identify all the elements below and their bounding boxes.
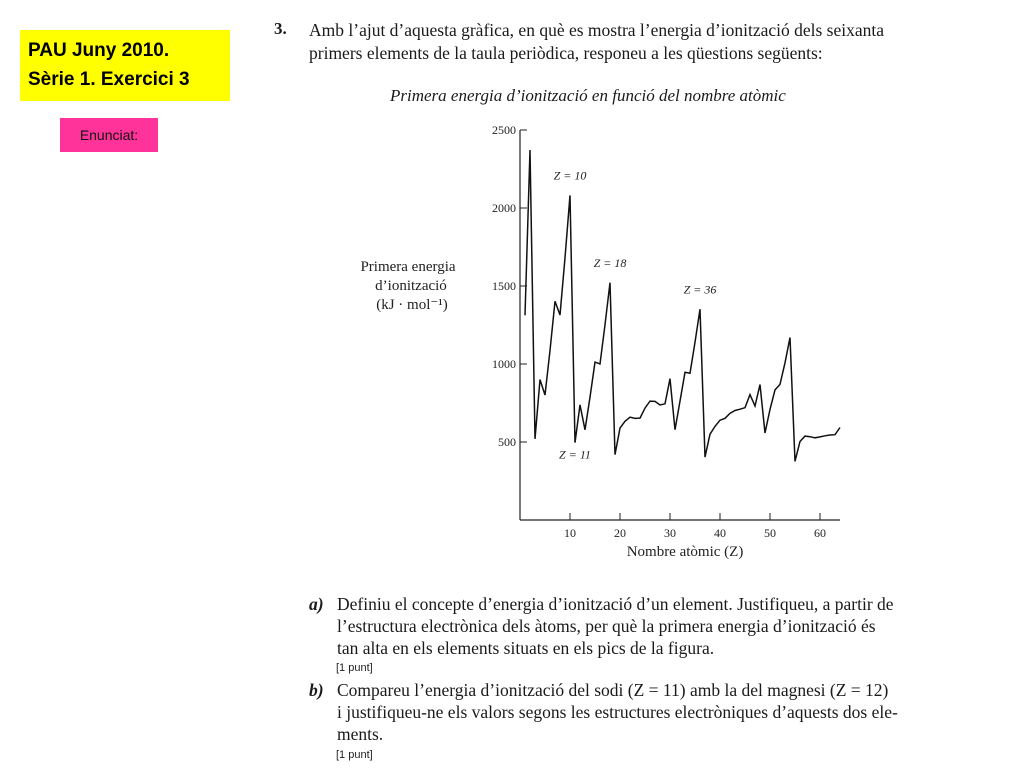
y-tick-label: 2500	[492, 123, 516, 137]
peak-annotation: Z = 36	[683, 282, 717, 297]
y-tick-label: 1500	[492, 279, 516, 293]
question-text-line2: primers elements de la taula periòdica, responeu a les qüestions següents:	[309, 43, 823, 63]
subquestion-a-line1: Definiu el concepte d’energia d’ionització d’un element. Justifiqueu, a partir de	[337, 594, 894, 614]
exam-title-line1: PAU Juny 2010.	[28, 40, 170, 61]
x-tick-label: 10	[564, 526, 576, 540]
subquestion-a-points: [1 punt]	[336, 662, 373, 674]
peak-annotation: Z = 10	[553, 168, 587, 183]
ionization-energy-chart	[340, 105, 860, 570]
y-axis-label-line: d’ionització	[375, 278, 447, 294]
subquestion-a-line3: tan alta en els elements situats en els pics de la figura.	[337, 638, 715, 658]
exam-title-line2: Sèrie 1. Exercici 3	[28, 69, 190, 90]
x-tick-label: 30	[664, 526, 676, 540]
enunciat-badge: Enunciat:	[60, 118, 158, 152]
exam-title-badge	[20, 30, 230, 101]
subquestion-b-line2: i justifiqueu-ne els valors segons les estructures electròniques d’aquests dos ele-	[337, 702, 898, 722]
chart-title: Primera energia d’ionització en funció del nombre atòmic	[390, 86, 786, 105]
y-axis-label-line: (kJ · mol⁻¹)	[376, 297, 448, 313]
ionization-energy-line	[525, 150, 840, 461]
y-tick-label: 500	[498, 435, 516, 449]
y-axis-label-line: Primera energia	[360, 259, 456, 275]
x-tick-label: 50	[764, 526, 776, 540]
y-tick-label: 2000	[492, 201, 516, 215]
y-tick-label: 1000	[492, 357, 516, 371]
subquestion-a-line2: l’estructura electrònica dels àtoms, per què la primera energia d’ionització és	[337, 616, 876, 636]
x-tick-label: 60	[814, 526, 826, 540]
subquestion-b-points: [1 punt]	[336, 749, 373, 761]
question-text-line1: Amb l’ajut d’aquesta gràfica, en què es mostra l’energia d’ionització dels seixanta	[309, 20, 885, 40]
x-axis-label: Nombre atòmic (Z)	[626, 544, 744, 560]
peak-annotation: Z = 18	[593, 255, 627, 270]
peak-annotation: Z = 11	[559, 447, 591, 462]
question-number: 3.	[274, 19, 287, 38]
subquestion-b-label: b)	[309, 680, 324, 700]
x-tick-label: 20	[614, 526, 626, 540]
question-text	[309, 19, 929, 65]
subquestion-b-line3: ments.	[337, 724, 384, 744]
subquestion-b-line1: Compareu l’energia d’ionització del sodi (Z = 11) amb la del magnesi (Z = 12)	[337, 680, 889, 700]
subquestion-a-label: a)	[309, 594, 324, 614]
x-tick-label: 40	[714, 526, 726, 540]
